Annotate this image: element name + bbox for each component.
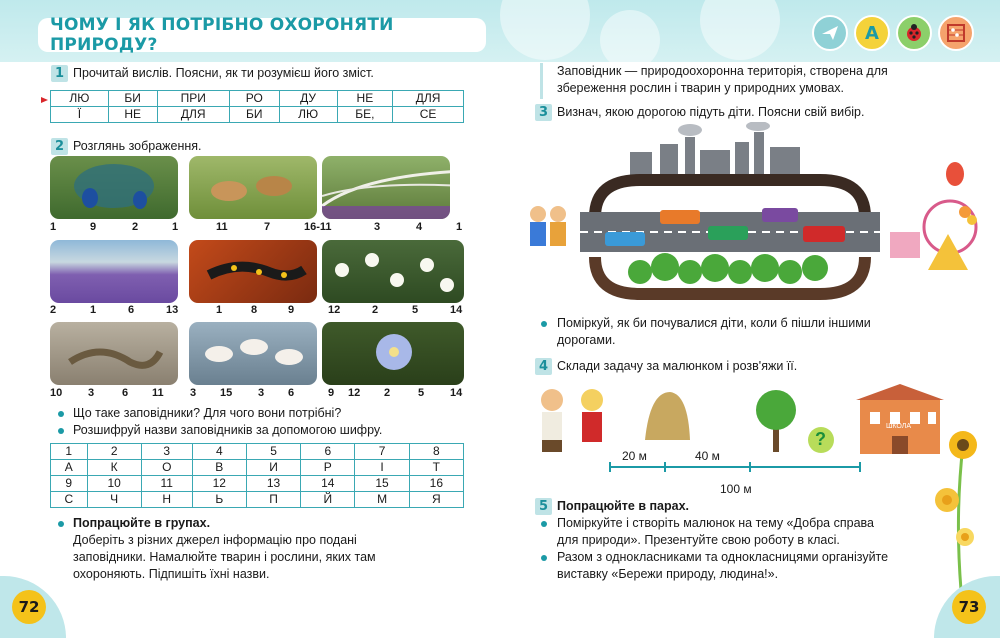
phrase-cell: ЛЮ xyxy=(279,107,337,123)
task-5-b1-line-1: Поміркуйте і створіть малюнок на тему «Добра справа xyxy=(557,516,874,530)
snake-photo xyxy=(50,322,178,385)
salamander-photo xyxy=(189,240,317,303)
task-3-bullet-line-2: дорогами. xyxy=(557,333,616,347)
photo-code-row-3: 10 3 6 11 3 15 3 6 9 12 2 5 14 xyxy=(50,387,463,399)
cipher-num: 7 xyxy=(355,444,409,460)
cipher-num: 3 xyxy=(141,444,192,460)
cipher-letter: В xyxy=(192,460,246,476)
bullet-dot xyxy=(541,321,547,327)
question-mark-icon: ? xyxy=(815,429,826,449)
abacus-icon xyxy=(938,15,974,51)
task-5-b1-line-2: для природи». Презентуйте свою роботу в класі. xyxy=(557,533,840,547)
cipher-num: 8 xyxy=(409,444,463,460)
flax-flower-photo xyxy=(322,322,464,385)
distance-40: 40 м xyxy=(695,449,720,463)
phrase-cell: ДУ xyxy=(279,91,337,107)
phrase-cell: БИ xyxy=(108,91,157,107)
task-5-b2-line-1: Разом з однокласниками та однокласницями організуйте xyxy=(557,550,889,564)
cipher-letter: П xyxy=(246,492,300,508)
cipher-letter: И xyxy=(246,460,300,476)
photo-code-row-1: 1 9 2 1 11 7 16-11 3 4 1 xyxy=(50,221,463,233)
bullet-dot xyxy=(58,521,64,527)
phrase-cell: ЛЮ xyxy=(51,91,109,107)
school-sign: ШКОЛА xyxy=(886,423,912,430)
cipher-num: 14 xyxy=(301,476,355,492)
task-4-badge: 4 xyxy=(535,358,552,375)
phrase-cell: ПРИ xyxy=(157,91,229,107)
cipher-letter: Т xyxy=(409,460,463,476)
task-5-badge: 5 xyxy=(535,498,552,515)
bullet-dot xyxy=(541,555,547,561)
letter-a-icon: A xyxy=(854,15,890,51)
phrase-cell: СЕ xyxy=(393,107,464,123)
phrase-cell: НЕ xyxy=(337,91,393,107)
flowers-decoration xyxy=(925,425,985,595)
cipher-letter: Н xyxy=(141,492,192,508)
group-heading: Попрацюйте в групах. xyxy=(73,516,211,530)
cipher-letter: Я xyxy=(409,492,463,508)
task-2-badge: 2 xyxy=(51,138,68,155)
page-number-left: 72 xyxy=(12,590,46,624)
page-title: ЧОМУ І ЯК ПОТРІБНО ОХОРОНЯТИ ПРИРОДУ? xyxy=(50,15,394,55)
cipher-num: 10 xyxy=(87,476,141,492)
horses-photo xyxy=(189,156,317,219)
task-1-badge: 1 xyxy=(51,65,68,82)
phrase-cell: Ї xyxy=(51,107,109,123)
page-title-box xyxy=(38,15,486,55)
group-line-3: охороняють. Підпишіть їхні назви. xyxy=(73,567,270,581)
distance-total: 100 м xyxy=(720,482,752,496)
task-2-text: Розглянь зображення. xyxy=(73,139,202,153)
phrase-cell: ДЛЯ xyxy=(393,91,464,107)
cipher-letter: Р xyxy=(301,460,355,476)
bullet-dot xyxy=(541,521,547,527)
bird-icon xyxy=(812,15,848,51)
cipher-num: 11 xyxy=(141,476,192,492)
feather-grass-photo xyxy=(322,156,450,219)
definition-line-1: Заповідник — природоохоронна територія, створена для xyxy=(557,64,888,78)
phrase-cell: РО xyxy=(229,91,279,107)
task-5-heading: Попрацюйте в парах. xyxy=(557,499,690,513)
question-1: Що таке заповідники? Для чого вони потрібні? xyxy=(73,406,342,420)
cipher-num: 16 xyxy=(409,476,463,492)
group-line-2: заповідники. Намалюйте тварин і рослини, яких там xyxy=(73,550,376,564)
ladybug-icon xyxy=(896,15,932,51)
roads-illustration xyxy=(520,122,990,310)
question-2: Розшифруй назви заповідників за допомогою шифру. xyxy=(73,423,383,437)
peacock-photo xyxy=(50,156,178,219)
bullet-dot xyxy=(58,428,64,434)
distance-20: 20 м xyxy=(622,449,647,463)
cipher-num: 12 xyxy=(192,476,246,492)
cipher-letter: І xyxy=(355,460,409,476)
cipher-letter: К xyxy=(87,460,141,476)
cipher-num: 13 xyxy=(246,476,300,492)
cipher-num: 9 xyxy=(51,476,88,492)
cipher-letter: Й xyxy=(301,492,355,508)
task-3-bullet-line-1: Поміркуй, як би почувалися діти, коли б пішли іншими xyxy=(557,316,871,330)
photo-code-row-2: 2 1 6 13 1 8 9 12 2 5 14 xyxy=(50,304,463,316)
task-5-b2-line-2: виставку «Бережи природу, людина!». xyxy=(557,567,779,581)
cipher-num: 15 xyxy=(355,476,409,492)
cipher-letter: А xyxy=(51,460,88,476)
phrase-table xyxy=(50,90,464,123)
distance-illustration xyxy=(530,382,950,494)
cipher-letter: Ч xyxy=(87,492,141,508)
phrase-cell: БИ xyxy=(229,107,279,123)
cipher-num: 2 xyxy=(87,444,141,460)
arrow-marker-icon xyxy=(40,95,50,105)
phrase-cell: НЕ xyxy=(108,107,157,123)
snowdrops-photo xyxy=(322,240,464,303)
page-number-right: 73 xyxy=(952,590,986,624)
task-3-badge: 3 xyxy=(535,104,552,121)
phrase-cell: ДЛЯ xyxy=(157,107,229,123)
task-3-text: Визнач, якою дорогою підуть діти. Поясни свій вибір. xyxy=(557,105,865,119)
cipher-letter: О xyxy=(141,460,192,476)
task-4-text: Склади задачу за малюнком і розв'яжи її. xyxy=(557,359,798,373)
cipher-num: 1 xyxy=(51,444,88,460)
cipher-letter: М xyxy=(355,492,409,508)
cipher-letter: С xyxy=(51,492,88,508)
phrase-cell: БЕ, xyxy=(337,107,393,123)
crocus-field-photo xyxy=(50,240,178,303)
cipher-num: 5 xyxy=(246,444,300,460)
task-1-text: Прочитай вислів. Поясни, як ти розумієш його зміст. xyxy=(73,66,374,80)
definition-line-2: збереження рослин і тварин у природних умовах. xyxy=(557,81,845,95)
pelicans-photo xyxy=(189,322,317,385)
cipher-letter: Ь xyxy=(192,492,246,508)
bullet-dot xyxy=(58,411,64,417)
definition-bar xyxy=(540,63,543,99)
group-line-1: Доберіть з різних джерел інформацію про подані xyxy=(73,533,357,547)
cipher-table xyxy=(50,443,464,508)
cipher-num: 6 xyxy=(301,444,355,460)
cipher-num: 4 xyxy=(192,444,246,460)
